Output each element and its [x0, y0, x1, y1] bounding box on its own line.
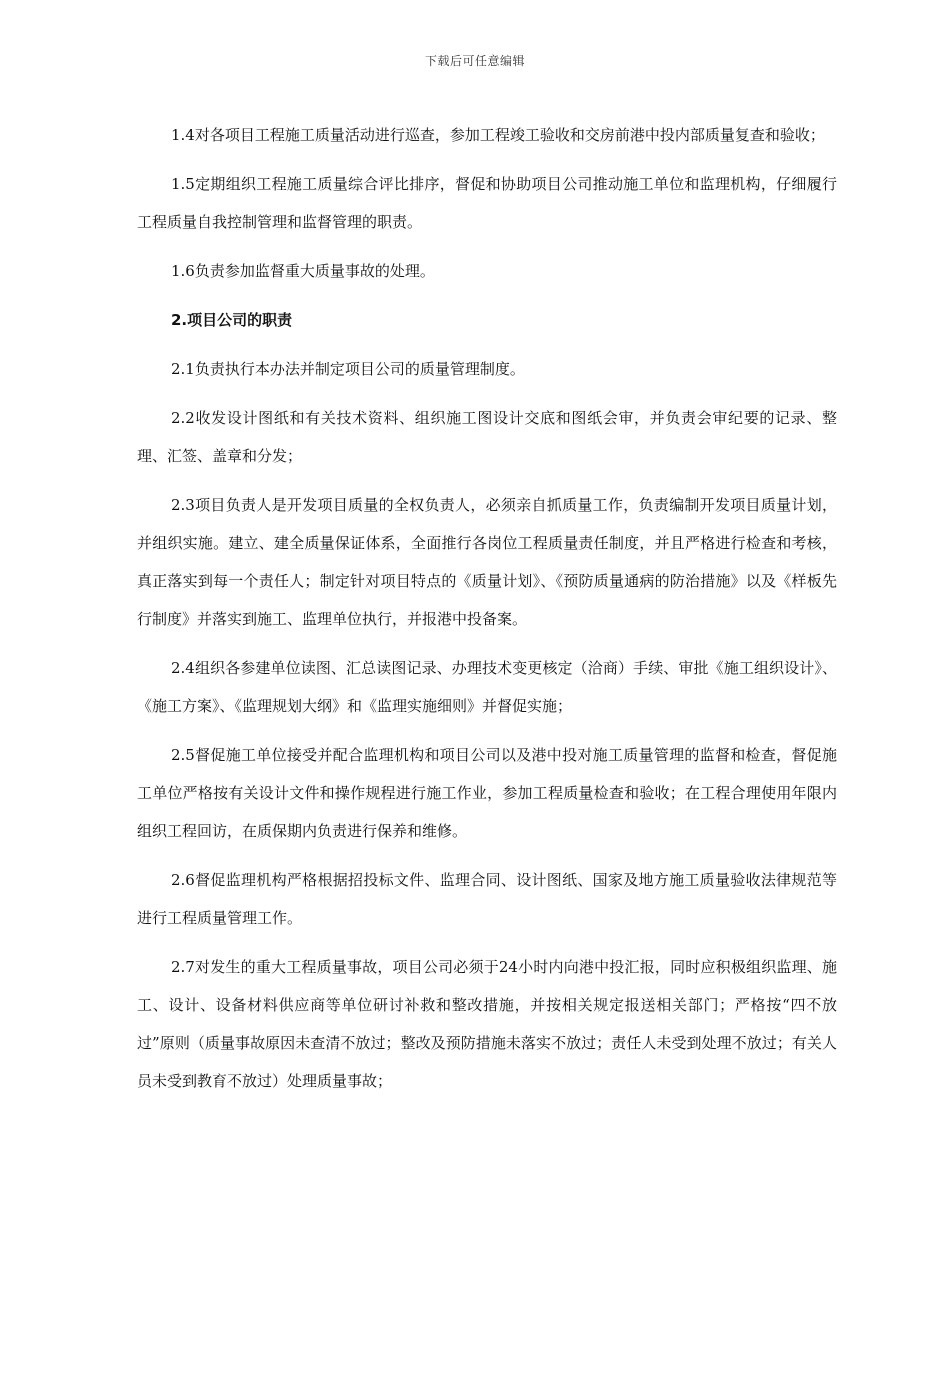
paragraph-2-4: 2.4组织各参建单位读图、汇总读图记录、办理技术变更核定（洽商）手续、审批《施工组织设计》、《施工方案》、《监理规划大纲》和《监理实施细则》并督促实施；: [137, 659, 837, 715]
paragraph-1-5: 1.5定期组织工程施工质量综合评比排序，督促和协助项目公司推动施工单位和监理机构，仔细履行工程质量自我控制管理和监督管理的职责。: [137, 175, 837, 231]
paragraph-2-2: 2.2收发设计图纸和有关技术资料、组织施工图设计交底和图纸会审，并负责会审纪要的记录、整理、汇签、盖章和分发；: [137, 409, 837, 465]
page-header: 下载后可任意编辑: [424, 54, 525, 68]
section-heading-2: 2.项目公司的职责: [171, 311, 293, 329]
paragraph-1-4: 1.4对各项目工程施工质量活动进行巡查，参加工程竣工验收和交房前港中投内部质量复查和验收；: [171, 126, 825, 144]
paragraph-2-3: 2.3项目负责人是开发项目质量的全权负责人，必须亲自抓质量工作，负责编制开发项目质量计划，并组织实施。建立、建全质量保证体系，全面推行各岗位工程质量责任制度，并且严格进行检查和考核，真正落实到每一个责任人；制定针对项目特点的《质量计划》、《预防质量通病的防治措施》以及《样板先行制度》并落实到施工、监理单位执行，并报港中投备案。: [137, 496, 837, 628]
paragraph-2-5: 2.5督促施工单位接受并配合监理机构和项目公司以及港中投对施工质量管理的监督和检查，督促施工单位严格按有关设计文件和操作规程进行施工作业，参加工程质量检查和验收；在工程合理使用年限内组织工程回访，在质保期内负责进行保养和维修。: [137, 746, 837, 840]
paragraph-2-7: 2.7对发生的重大工程质量事故，项目公司必须于24小时内向港中投汇报，同时应积极组织监理、施工、设计、设备材料供应商等单位研讨补救和整改措施，并按相关规定报送相关部门；严格按“四不放过”原则（质量事故原因未查清不放过；整改及预防措施未落实不放过；责任人未受到处理不放过；有关人员未受到教育不放过）处理质量事故；: [137, 958, 837, 1090]
paragraph-2-6: 2.6督促监理机构严格根据招投标文件、监理合同、设计图纸、国家及地方施工质量验收法律规范等进行工程质量管理工作。: [137, 871, 837, 927]
paragraph-1-6: 1.6负责参加监督重大质量事故的处理。: [171, 262, 435, 280]
document-body: [137, 116, 837, 1111]
paragraph-2-1: 2.1负责执行本办法并制定项目公司的质量管理制度。: [171, 360, 525, 378]
